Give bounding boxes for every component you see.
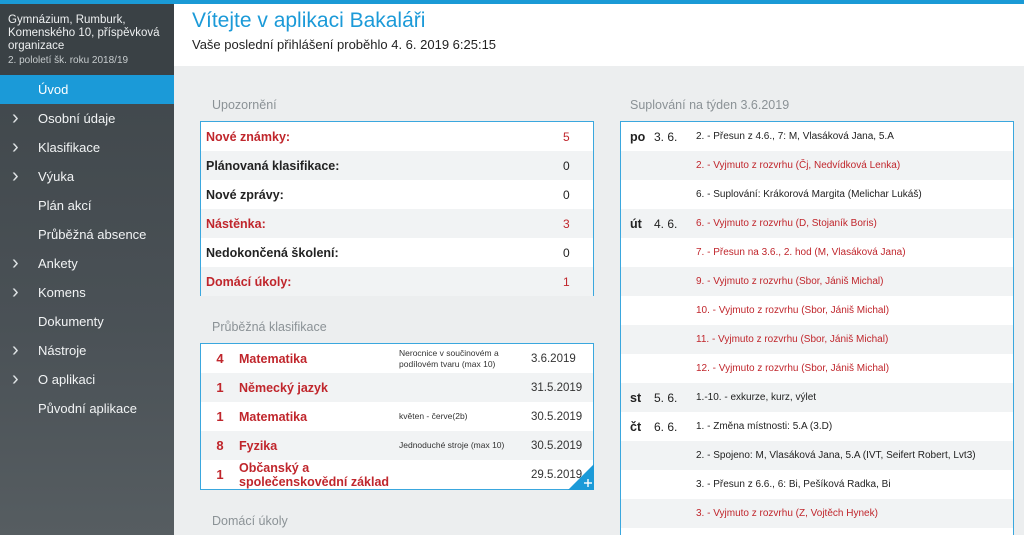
sidebar-nav [0, 75, 174, 423]
homework-title: Domácí úkoly [212, 514, 288, 528]
grade-note: Jednoduché stroje (max 10) [399, 440, 505, 450]
substitution-text: 2. - Přesun z 4.6., 7: M, Vlasáková Jana, 5.A [696, 131, 894, 142]
alert-count: 0 [563, 158, 570, 173]
alert-count: 3 [563, 216, 570, 231]
sidebar-item-11[interactable] [0, 394, 174, 423]
sidebar-item-8[interactable] [0, 307, 174, 336]
substitution-row [621, 441, 1013, 470]
grade-subject: Občanský a společenskovědní základ [239, 460, 390, 489]
substitution-row [621, 383, 1013, 412]
sidebar-item-label: Komens [38, 285, 86, 300]
substitution-row [621, 238, 1013, 267]
chevron-right-icon: › [12, 339, 19, 361]
substitution-row [621, 151, 1013, 180]
sidebar-item-label: Osobní údaje [38, 111, 116, 126]
page-title: Vítejte v aplikaci Bakaláři [192, 9, 426, 32]
alert-label: Nové zprávy: [206, 187, 284, 202]
substitution-row [621, 354, 1013, 383]
chevron-right-icon: › [12, 165, 19, 187]
sidebar-item-label: Úvod [38, 82, 69, 97]
alert-label: Nástěnka: [206, 216, 266, 231]
alert-label: Plánovaná klasifikace: [206, 158, 340, 173]
substitution-date: 5. 6. [654, 390, 678, 405]
substitution-row [621, 122, 1013, 151]
grades-title: Průběžná klasifikace [212, 320, 327, 334]
sidebar-item-label: Klasifikace [38, 140, 101, 155]
sidebar-item-label: Průběžná absence [38, 227, 147, 242]
substitution-date: 4. 6. [654, 216, 678, 231]
substitution-text: 1. - Změna místnosti: 5.A (3.D) [696, 421, 833, 432]
grade-row[interactable] [201, 431, 593, 460]
sidebar-item-label: Původní aplikace [38, 401, 138, 416]
substitution-row [621, 209, 1013, 238]
sidebar [0, 0, 174, 535]
school-term: 2. pololetí šk. roku 2018/19 [8, 55, 129, 66]
substitution-text: 10. - Vyjmuto z rozvrhu (Sbor, Jániš Michal) [696, 305, 890, 316]
alert-row[interactable] [201, 238, 593, 267]
grade-date: 3.6.2019 [531, 352, 576, 365]
grade-row[interactable] [201, 460, 593, 489]
sidebar-item-4[interactable] [0, 191, 174, 220]
grade-mark: 1 [216, 409, 224, 424]
page-header [174, 4, 1024, 66]
substitution-day: st [630, 390, 642, 405]
alert-count: 1 [563, 274, 570, 289]
school-info [0, 0, 174, 75]
grade-date: 30.5.2019 [531, 410, 583, 423]
substitution-date: 3. 6. [654, 129, 678, 144]
sidebar-item-5[interactable] [0, 220, 174, 249]
chevron-right-icon: › [12, 281, 19, 303]
substitutions-panel [620, 121, 1014, 535]
grade-row[interactable] [201, 344, 593, 373]
sidebar-item-label: Výuka [38, 169, 75, 184]
sidebar-item-9[interactable] [0, 336, 174, 365]
alert-label: Nové známky: [206, 129, 291, 144]
school-name: Gymnázium, Rumburk, Komenského 10, příspěvková organizace [8, 14, 160, 52]
alert-count: 0 [563, 245, 570, 260]
substitution-day: út [630, 216, 642, 231]
grade-mark: 1 [216, 467, 224, 482]
substitution-row [621, 470, 1013, 499]
alert-count: 5 [563, 129, 570, 144]
grade-date: 29.5.2019 [531, 468, 583, 481]
chevron-right-icon: › [12, 136, 19, 158]
sidebar-item-10[interactable] [0, 365, 174, 394]
grade-subject: Matematika [239, 351, 308, 366]
grade-note: květen - červe(2b) [399, 411, 468, 421]
alert-row[interactable] [201, 209, 593, 238]
grade-mark: 4 [216, 351, 224, 366]
substitution-text: 1.-10. - exkurze, kurz, výlet [696, 392, 817, 403]
substitution-text: 2. - Spojeno: M, Vlasáková Jana, 5.A (IVT, Seifert Robert, Lvt3) [696, 450, 976, 461]
sidebar-item-label: Ankety [38, 256, 78, 271]
sidebar-item-7[interactable] [0, 278, 174, 307]
substitution-row [621, 180, 1013, 209]
alert-row[interactable] [201, 267, 593, 296]
alert-row[interactable] [201, 151, 593, 180]
sidebar-item-label: Dokumenty [38, 314, 104, 329]
substitution-row [621, 499, 1013, 528]
alert-count: 0 [563, 187, 570, 202]
sidebar-item-0[interactable] [0, 75, 174, 104]
last-login-info: Vaše poslední přihlášení proběhlo 4. 6. 2019 6:25:15 [192, 37, 497, 52]
grade-row[interactable] [201, 373, 593, 402]
substitution-text: 11. - Vyjmuto z rozvrhu (Sbor, Jániš Michal) [696, 334, 889, 345]
substitution-text: 2. - Vyjmuto z rozvrhu (Čj, Nedvídková Lenka) [696, 160, 901, 171]
grade-mark: 1 [216, 380, 224, 395]
alerts-title: Upozornění [212, 98, 277, 112]
sidebar-item-1[interactable] [0, 104, 174, 133]
substitution-text: 3. - Přesun z 6.6., 6: Bi, Pešíková Radka, Bi [696, 479, 891, 490]
substitution-date: 6. 6. [654, 419, 678, 434]
substitution-row [621, 267, 1013, 296]
alert-label: Domácí úkoly: [206, 274, 292, 289]
chevron-right-icon: › [12, 252, 19, 274]
grade-row[interactable] [201, 402, 593, 431]
substitution-day: čt [630, 419, 642, 434]
alert-row[interactable] [201, 122, 593, 151]
substitution-text: 6. - Vyjmuto z rozvrhu (D, Stojaník Boris) [696, 218, 877, 229]
substitution-row [621, 325, 1013, 354]
chevron-right-icon: › [12, 368, 19, 390]
substitution-text: 3. - Vyjmuto z rozvrhu (Z, Vojtěch Hynek) [696, 508, 878, 519]
grade-date: 31.5.2019 [531, 381, 583, 394]
sidebar-item-label: Plán akcí [38, 198, 92, 213]
substitution-text: 9. - Vyjmuto z rozvrhu (Sbor, Jániš Michal) [696, 276, 884, 287]
grade-subject: Matematika [239, 409, 308, 424]
top-accent-bar [0, 0, 1024, 4]
substitution-text: 6. - Suplování: Krákorová Margita (Melichar Lukáš) [696, 189, 922, 200]
chevron-right-icon: › [12, 107, 19, 129]
substitutions-title: Suplování na týden 3.6.2019 [630, 98, 790, 112]
substitution-row [621, 412, 1013, 441]
sidebar-item-label: Nástroje [38, 343, 87, 358]
substitution-day: po [630, 129, 646, 144]
substitution-text: 12. - Vyjmuto z rozvrhu (Sbor, Jániš Michal) [696, 363, 890, 374]
substitution-text: 7. - Přesun na 3.6., 2. hod (M, Vlasáková Jana) [696, 247, 906, 258]
sidebar-item-6[interactable] [0, 249, 174, 278]
sidebar-item-2[interactable] [0, 133, 174, 162]
alert-label: Nedokončená školení: [206, 245, 339, 260]
sidebar-item-label: O aplikaci [38, 372, 96, 387]
alert-row[interactable] [201, 180, 593, 209]
grade-subject: Fyzika [239, 438, 278, 453]
grade-note: Nerocnice v součinovém a podílovém tvaru (max 10) [399, 347, 499, 369]
sidebar-item-3[interactable] [0, 162, 174, 191]
substitution-row [621, 296, 1013, 325]
grade-subject: Německý jazyk [239, 380, 328, 395]
grade-date: 30.5.2019 [531, 439, 583, 452]
alerts-panel [200, 121, 594, 296]
grade-mark: 8 [216, 438, 224, 453]
expand-plus-icon[interactable] [568, 464, 594, 490]
grades-panel [200, 343, 594, 490]
